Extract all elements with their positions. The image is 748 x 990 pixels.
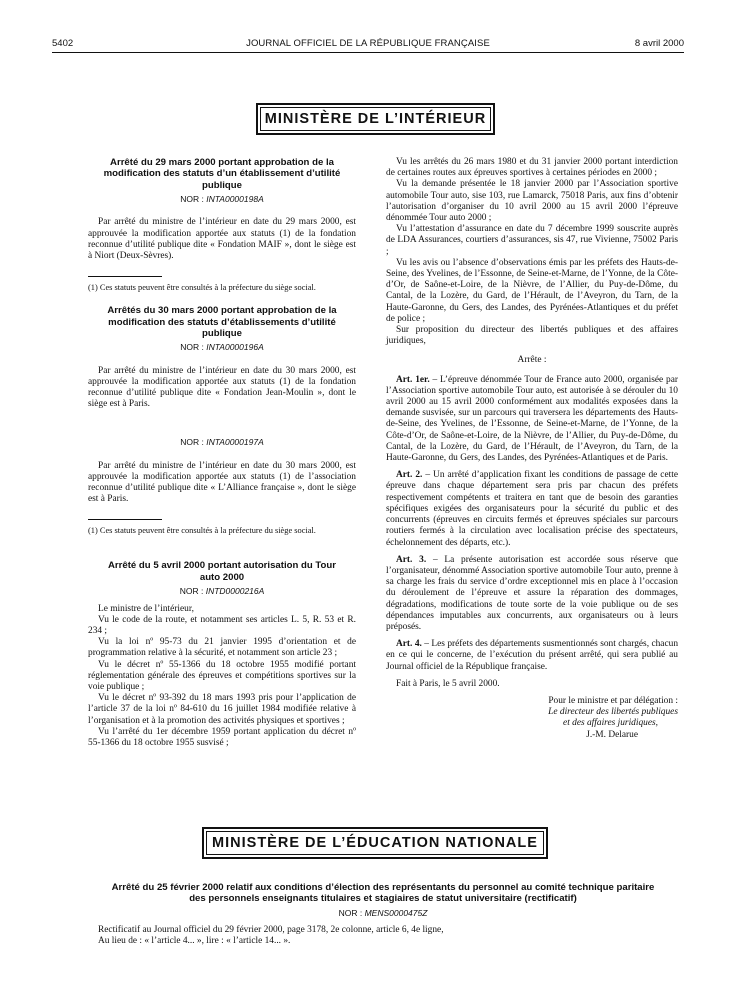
arrete3-nor-code: INTD0000216A xyxy=(205,586,265,597)
arrete2-body: Par arrêté du ministre de l’intérieur en date du 30 mars 2000, est approuvée la modification apportée aux statuts (1) de la fondation reconnue d’utilité publique dite « Fondation Jean-Moulin », dont le siège est à Paris. xyxy=(88,365,356,410)
arrete2-footnote: (1) Ces statuts peuvent être consultés à la préfecture du siège social. xyxy=(88,526,316,536)
article-1: Art. 1er. – L’épreuve dénommée Tour de France auto 2000, organisée par l’Association sportive automobile Tour auto, est autorisée à se dérouler du 10 avril 2000 au 15 avril 2000 conformément aux modalités exposées dans la demande susvisée, sur un parcours qui traversera les départements des Hauts-de-Seine, des Yvelines, de l’Essonne, de Seine-et-Marne, de l’Yonne, de la Côte-d’Or, de Saône-et-Loire, de la Nièvre, de l’Allier, du Puy-de-Dôme, du Cantal, de la Lozère, du Gard, de l’Hérault, de l’Aveyron, du Tarn, de la Haute-Garonne, du Gers, des Landes, des Pyrénées-Atlantiques et de Paris. xyxy=(386,374,678,464)
arrete1-title: Arrêté du 29 mars 2000 portant approbation de la modification des statuts d’un établissement d’utilité publique xyxy=(103,157,341,191)
arrete2-title: Arrêtés du 30 mars 2000 portant approbation de la modification des statuts d’établissements d’utilité publique xyxy=(107,305,337,340)
arrete4-line1: Rectificatif au Journal officiel du 29 février 2000, page 3178, 2e colonne, article 6, 4e ligne, xyxy=(98,925,444,936)
visa-item: Vu l’attestation d’assurance en date du 7 décembre 1999 souscrite auprès de LDA Assurances, courtiers d’assurances, sis 47, rue Vivienne, 75002 Paris ; xyxy=(386,224,678,257)
right-column xyxy=(386,157,678,741)
ministry-education-box xyxy=(202,827,548,859)
page-number: 5402 xyxy=(52,38,74,49)
arrete4-title: Arrêté du 25 février 2000 relatif aux conditions d’élection des représentants du personnel au comité technique paritaire des personnels enseignants titulaires et stagiaires de statut universitaire (rectificatif) xyxy=(111,882,655,905)
arrete2-nor: NOR : INTA0000196A xyxy=(180,342,264,353)
arrete1-nor-code: INTA0000198A xyxy=(206,194,264,205)
visa-item: Vu le décret nº 55-1366 du 18 octobre 1955 modifié portant réglementation générale des épreuves et compétitions sportives sur la voie publique ; xyxy=(88,659,356,692)
article-2: Art. 2. – Un arrêté d’application fixant les conditions de passage de cette épreuve dans chaque département sera pris par chacun des préfets respectivement compétents et traitera en tant que de besoin des garanties spécifiques exigées des organisateurs pour la sécurité du public et des concurrents (épreuves en circuits fermés et épreuves spéciales sur parcours routiers fermés à la circulation avec localisation précise des spectateurs, échelonnement des départs, etc.). xyxy=(386,470,678,548)
ministry-interior-box xyxy=(256,103,495,135)
arrete2-nor2: NOR : INTA0000197A xyxy=(180,437,264,448)
arrete3-title: Arrêté du 5 avril 2000 portant autorisation du Tour auto 2000 xyxy=(108,560,336,583)
article-label: Art. 2. xyxy=(396,470,423,481)
article-3: Art. 3. – La présente autorisation est accordée sous réserve que l’organisateur, dénommé Association sportive automobile Tour auto, prenne à sa charge les frais du service d’ordre exceptionnel mis en place à l’occasion du déroulement de l’épreuve et assure la réparation des dommages, dégradations, modifications de toute sorte de la voie publique ou de ses dépendances imputables aux concurrents, aux organisateurs ou à leurs préposés. xyxy=(386,554,678,632)
visa-item: Vu les avis ou l’absence d’observations émis par les préfets des Hauts-de-Seine, des Yvelines, de l’Essonne, de Seine-et-Marne, de l’Yonne, de la Côte-d’Or, de Saône-et-Loire, de la Nièvre, de l’Allier, du Puy-de-Dôme, du Cantal, de la Lozère, du Gard, de l’Hérault, de l’Aveyron, du Tarn, de la Haute-Garonne, du Gers, des Landes, des Pyrénées-Atlantiques et du préfet de police ; xyxy=(386,257,678,324)
arrete1-footnote: (1) Ces statuts peuvent être consultés à la préfecture du siège social. xyxy=(88,283,316,293)
visa-item: Vu la loi nº 95-73 du 21 janvier 1995 d’orientation et de programmation relative à la sécurité, et notamment son article 23 ; xyxy=(88,637,356,659)
article-label: Art. 4. xyxy=(396,639,422,650)
signatory-name: J.-M. Delarue xyxy=(586,729,638,740)
done-at: Fait à Paris, le 5 avril 2000. xyxy=(396,678,500,689)
arrete-word: Arrête : xyxy=(517,355,547,366)
arrete3-intro: Le ministre de l’intérieur, xyxy=(98,603,194,614)
ministry-education-title: MINISTÈRE DE L’ÉDUCATION NATIONALE xyxy=(206,831,544,855)
arrete2-body2: Par arrêté du ministre de l’intérieur en date du 30 mars 2000, est approuvée la modification apportée aux statuts (1) de l’association reconnue d’utilité publique dite « L’Alliance française », dont le siège est à Paris. xyxy=(88,460,356,505)
arrete3-nor: NOR : INTD0000216A xyxy=(179,586,265,597)
arrete4-section xyxy=(88,882,678,947)
article-4: Art. 4. – Les préfets des départements susmentionnés sont chargés, chacun en ce qui le concerne, de l’exécution du présent arrêté, qui sera publié au Journal officiel de la République française. xyxy=(386,639,679,672)
signature-line-2: Le directeur des libertés publiques xyxy=(548,707,678,718)
footnote-rule xyxy=(88,519,162,520)
visa-item: Vu le décret nº 93-392 du 18 mars 1993 pris pour l’application de l’article 37 de la loi nº 84-610 du 16 juillet 1984 modifiée relative à l’organisation et à la promotion des activités physiques et sportives ; xyxy=(88,693,356,726)
visa-item: Vu le code de la route, et notamment ses articles L. 5, R. 53 et R. 234 ; xyxy=(88,614,356,636)
arrete2-nor-code: INTA0000196A xyxy=(206,342,264,353)
article-label: Art. 3. xyxy=(396,554,427,565)
footnote-rule xyxy=(88,276,162,277)
visa-item: Vu l’arrêté du 1er décembre 1959 portant application du décret nº 55-1366 du 18 octobre 1955 susvisé ; xyxy=(88,726,356,748)
arrete4-line2: Au lieu de : « l’article 4... », lire : « l’article 14... ». xyxy=(98,936,291,947)
visa-item: Vu les arrêtés du 26 mars 1980 et du 31 janvier 2000 portant interdiction de certaines routes aux épreuves sportives à certaines périodes en 2000 ; xyxy=(386,157,678,179)
arrete2-nor2-code: INTA0000197A xyxy=(206,437,264,448)
visa-item: Sur proposition du directeur des libertés publiques et des affaires juridiques, xyxy=(386,325,678,347)
article-label: Art. 1er. xyxy=(396,374,430,385)
arrete1-body: Par arrêté du ministre de l’intérieur en date du 29 mars 2000, est approuvée la modification apportée aux statuts (1) de la fondation reconnue d’utilité publique dite « Fondation MAIF », dont le siège est à Niort (Deux-Sèvres). xyxy=(88,217,356,262)
ministry-interior-title: MINISTÈRE DE L’INTÉRIEUR xyxy=(260,107,491,131)
left-column xyxy=(88,157,356,749)
journal-title: JOURNAL OFFICIEL DE LA RÉPUBLIQUE FRANÇAISE xyxy=(246,38,490,49)
arrete4-nor-code: MENS0000475Z xyxy=(364,907,428,918)
publication-date: 8 avril 2000 xyxy=(634,38,684,49)
header-rule xyxy=(52,52,684,53)
arrete1-nor: NOR : INTA0000198A xyxy=(180,194,264,205)
signature-line-3: et des affaires juridiques, xyxy=(563,718,658,729)
arrete4-nor: NOR : MENS0000475Z xyxy=(338,907,428,918)
signature-line-1: Pour le ministre et par délégation : xyxy=(548,695,678,706)
visa-item: Vu la demande présentée le 18 janvier 2000 par l’Association sportive automobile Tour auto, sise 103, rue Lamarck, 75018 Paris, aux fins d’obtenir l’autorisation d’organiser du 10 avril 2000 au 15 avril 2000 l’épreuve dénommée Tour auto 2000 ; xyxy=(386,179,678,224)
